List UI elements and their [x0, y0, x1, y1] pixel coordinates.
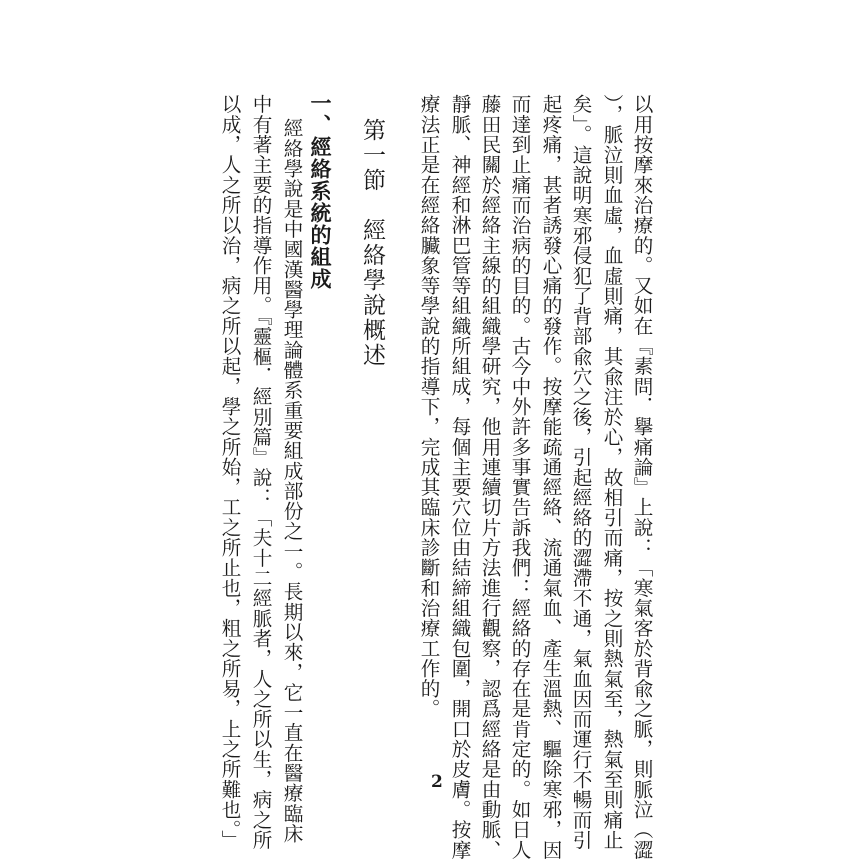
text-column-10: 中有著主要的指導作用。『靈樞．經別篇』說：「夫十二經脈者，人之所以生，病之所: [249, 94, 272, 850]
page-number: 2: [431, 772, 443, 792]
text-column-7: 靜脈、神經和淋巴管等組織所組成，每個主要穴位由結締組織包圍，開口於皮膚。按摩: [448, 94, 471, 860]
text-column-3: 矣」。這說明寒邪侵犯了背部兪穴之後，引起經絡的澀滯不通，氣血因而運行不暢而引: [569, 94, 592, 850]
text-column-9: 經絡學說是中國漢醫學理論體系重要組成部份之一。長期以來，它一直在醫療臨床: [280, 118, 303, 844]
subheading: 一、經絡系統的組成: [308, 92, 333, 290]
text-column-4: 起疼痛，甚者誘發心痛的發作。按摩能疏通經絡、流通氣血、產生溫熱、驅除寒邪，因: [539, 94, 562, 860]
text-column-2: ），脈泣則血虛，血虛則痛，其兪注於心，故相引而痛，按之則熱氣至，熱氣至則痛止: [600, 94, 623, 850]
section-heading: 第一節 經絡學說概述: [359, 118, 385, 368]
text-column-8: 療法正是在經絡臟象等學說的指導下，完成其臨床診斷和治療工作的。: [417, 94, 440, 719]
text-column-6: 藤田民關於經絡主線的組織學研究，他用連續切片方法進行觀察，認爲經絡是由動脈、: [478, 94, 501, 860]
text-column-5: 而達到止痛而治病的目的。古今中外許多事實告訴我們：經絡的存在是肯定的。如日人: [508, 94, 531, 860]
text-column-1: 以用按摩來治療的。又如在『素問．擧痛論』上說：「寒氣客於背兪之脈，則脈泣（澀: [630, 94, 653, 860]
text-column-11: 以成，人之所以治，病之所以起，學之所始，工之所止也，粗之所易，上之所難也。」: [218, 94, 241, 850]
